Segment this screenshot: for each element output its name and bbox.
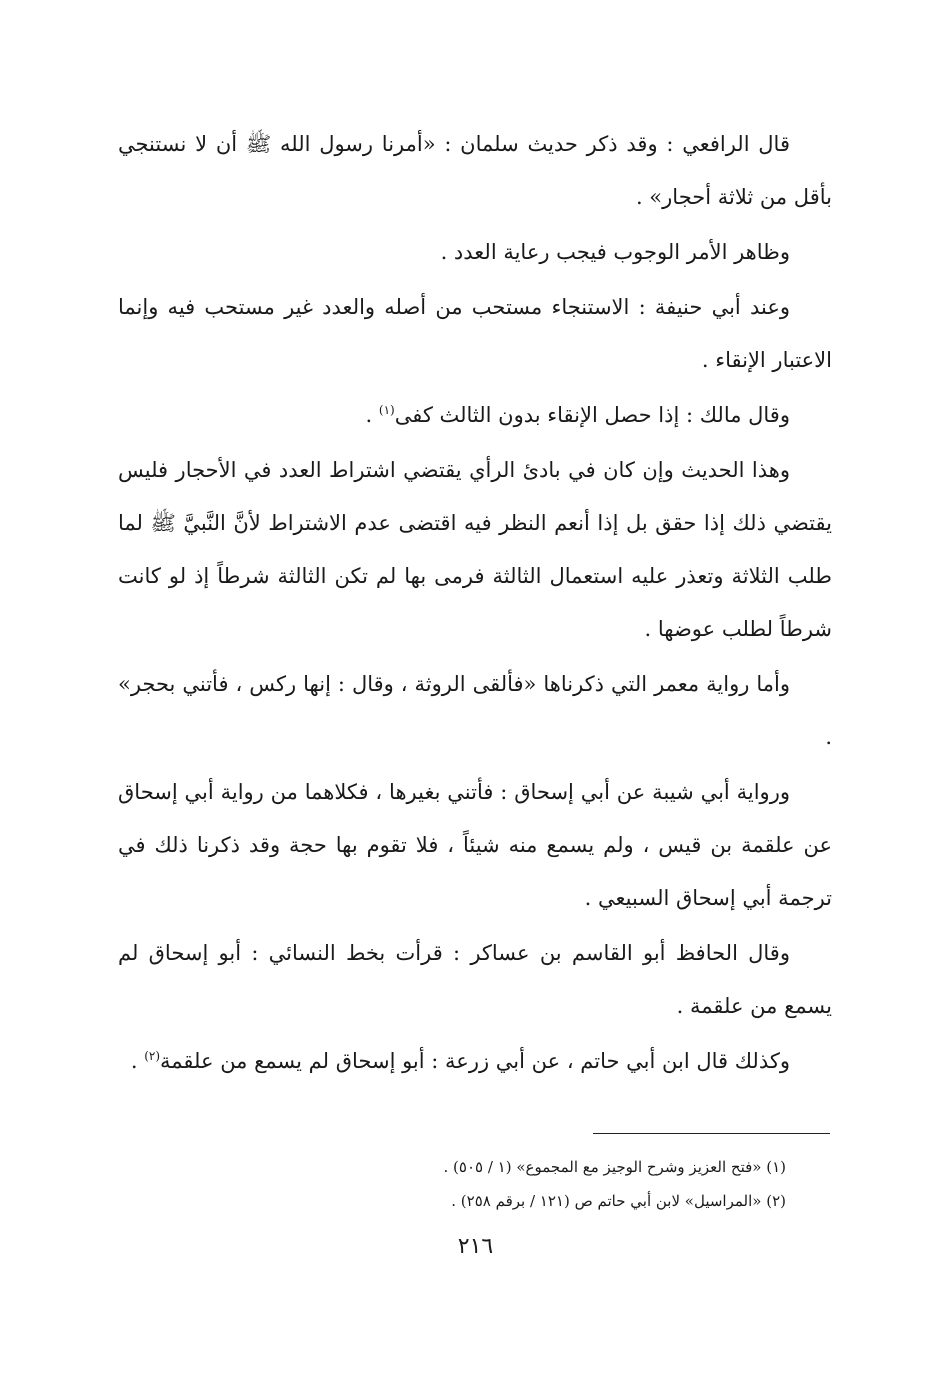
footnote-marker-2: (٢) (144, 1049, 161, 1063)
paragraph-mamar-narration: وأما رواية معمر التي ذكرناها «فألقى الروثة ، وقال : إنها ركس ، فأتني بحجر» . (118, 672, 832, 749)
footnote-marker-1: (١) (378, 403, 395, 417)
paragraph-ibn-asakir: وقال الحافظ أبو القاسم بن عساكر : قرأت بخط النسائي : أبو إسحاق لم يسمع من علقمة . (118, 941, 832, 1018)
footnote-2: (٢) «المراسيل» لابن أبي حاتم ص (١٢١ / برقم ٢٥٨) . (451, 1192, 786, 1210)
page-number: ٢١٦ (457, 1234, 494, 1259)
paragraph-discussion: وهذا الحديث وإن كان في بادئ الرأي يقتضي اشتراط العدد في الأحجار فليس يقتضي ذلك إذا حقق بل إذا أنعم النظر فيه اقتضى عدم الاشتراط لأنَّ النَّبيَّ ﷺ لما طلب الثلاثة وتعذر عليه استعمال الثالثة فرمى بها لم تكن الثالثة شرطاً إذ لو كانت شرطاً لطلب عوضها . (118, 458, 832, 641)
paragraph-ibn-abi-hatim: وكذلك قال ابن أبي حاتم ، عن أبي زرعة : أبو إسحاق لم يسمع من علقمة$^{(٢)}$ . (130, 1049, 790, 1073)
paragraph-malik: وقال مالك : إذا حصل الإنقاء بدون الثالث كفى$^{(١)}$ . (365, 403, 790, 427)
main-text (118, 118, 832, 1088)
paragraph-obligation: وظاهر الأمر الوجوب فيجب رعاية العدد . (440, 240, 790, 264)
paragraph-salman-hadith: قال الرافعي : وقد ذكر حديث سلمان : «أمرنا رسول الله ﷺ أن لا نستنجي بأقل من ثلاثة أحجار» . (118, 132, 832, 209)
footnote-1: (١) «فتح العزيز وشرح الوجيز مع المجموع» (١ / ٥٠٥) . (443, 1158, 786, 1176)
paragraph-abu-hanifa: وعند أبي حنيفة : الاستنجاء مستحب من أصله والعدد غير مستحب فيه وإنما الاعتبار الإنقاء . (118, 295, 832, 372)
footnote-divider (593, 1133, 830, 1134)
paragraph-abu-shayba-narration: ورواية أبي شيبة عن أبي إسحاق : فأتني بغيرها ، فكلاهما من رواية أبي إسحاق عن علقمة بن قيس ، ولم يسمع منه شيئاً ، فلا تقوم بها حجة وقد ذكرنا ذلك في ترجمة أبي إسحاق السبيعي . (118, 780, 832, 910)
footnotes-section (300, 1150, 830, 1218)
